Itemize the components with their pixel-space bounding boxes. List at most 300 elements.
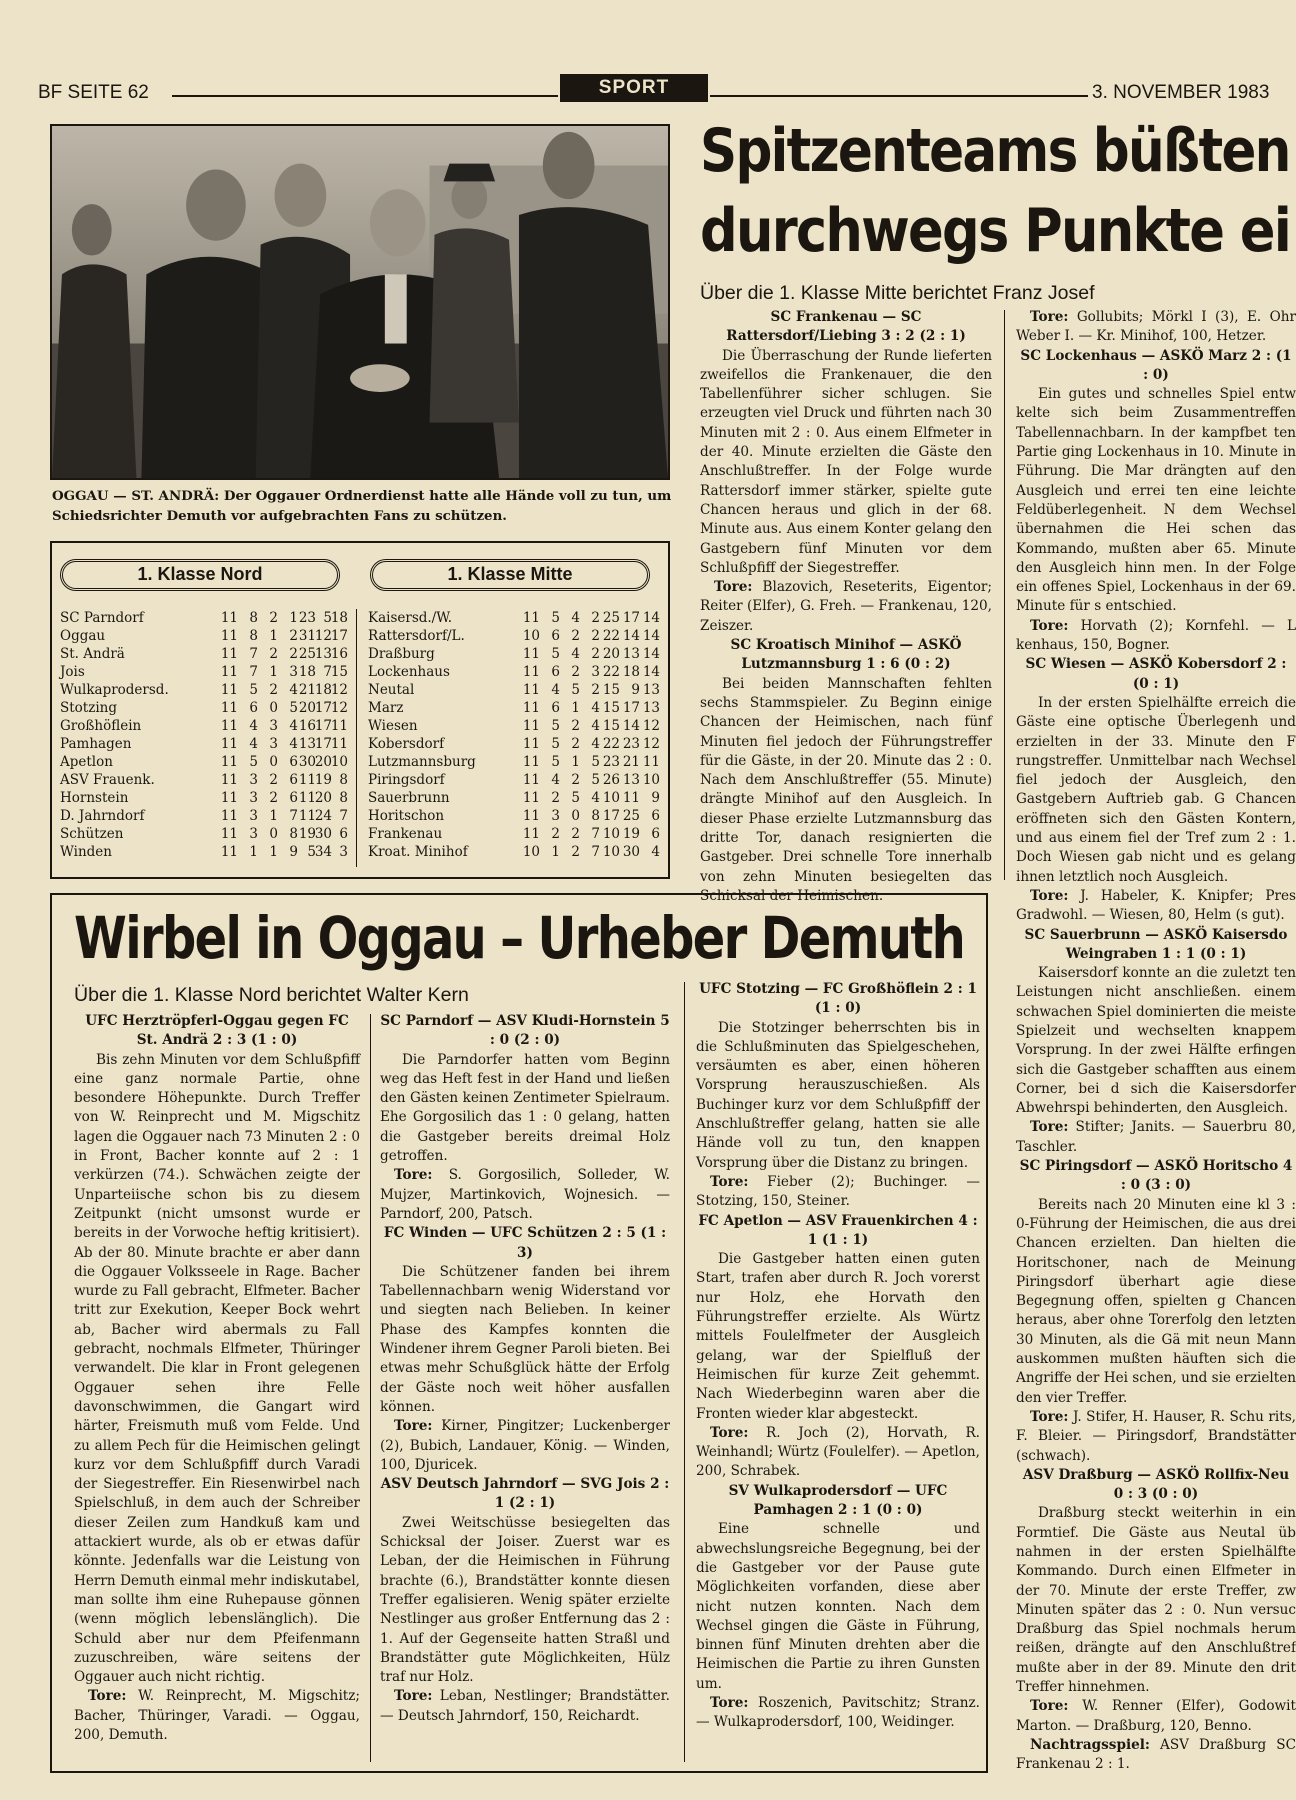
stat-cell: 5 xyxy=(307,844,316,860)
paragraph: Die Parndorfer hatten vom Beginn weg das Heft fest in der Hand und ließen den Gästen keinen Zentimeter Spielraum. Ehe Gorgosilich das 1 : 0 gelang, hatten die Gastgeber bereits dreimal Holz getroffen. xyxy=(380,1051,670,1165)
team-name: Großhöflein xyxy=(60,718,142,734)
scorers-text: J. Habeler, K. Knipfer; Pres Gradwohl. — Wiesen, 80, Helm (s gut). xyxy=(1016,887,1296,924)
paragraph: Zwei Weitschüsse besiegelten das Schicksal der Joiser. Zuerst war es Leban, der die Heimischen in Führung brachte (6.), Brandstätter konnte diesen Treffer egalisieren. Wenig später erzielte Nestlinger aus großer Entfernung das 2 : 1. Auf der Gegenseite hatten Straßl und Brandstätter gute Möglichkeiten, Hülz traf nur Holz. xyxy=(380,1514,670,1686)
match-title: SC Frankenau — SC Rattersdorf/Liebing 3 : 2 (2 : 1) xyxy=(726,309,966,345)
stat-cell: 4 xyxy=(591,700,600,716)
scorers-line xyxy=(1016,1697,1296,1736)
article-lower-col1 xyxy=(74,1012,360,1770)
photo-caption: OGGAU — ST. ANDRÄ: Der Oggauer Ordnerdienst hatte alle Hände voll zu tun, um Schiedsrichter Demuth vor aufgebrachten Fans zu schützen. xyxy=(52,488,672,524)
issue-date: 3. NOVEMBER 1983 xyxy=(1092,82,1270,103)
stat-cell: 2 xyxy=(591,628,600,644)
team-name: Winden xyxy=(60,844,112,860)
paragraph: Die Schützener fanden bei ihrem Tabellennachbarn wenig Widerstand vor und siegten nach Belieben. In keiner Phase des Kampfes konnten die Windener ihrem Gegner Paroli bieten. Bei etwas mehr Schußglück hätte der Erfolg der Gäste noch weit höher ausfallen können. xyxy=(380,1263,671,1415)
stat-cell: 0 xyxy=(269,700,278,716)
stat-cell: 15 xyxy=(602,700,620,716)
scorers-text: W. Reinprecht, M. Migschitz; Bacher, Thüringer, Varadi. — Oggau, 200, Demuth. xyxy=(74,1688,360,1743)
scorers-text: Leban, Nestlinger; Brandstätter. — Deutsch Jahrndorf, 150, Reichardt. xyxy=(380,1688,670,1724)
stat-cell: 6 xyxy=(551,664,560,680)
column-rule xyxy=(370,1014,371,1762)
column-rule xyxy=(684,982,685,1762)
stat-cell: 2 xyxy=(571,736,580,752)
stat-cell: 1 xyxy=(249,844,258,860)
stat-cell: 7 xyxy=(339,808,348,824)
stat-cell: 4 xyxy=(571,646,580,662)
stat-cell: 25 xyxy=(602,610,620,626)
stat-cell: 16 xyxy=(330,646,348,662)
scorers-label: Tore: xyxy=(88,1688,127,1705)
stat-cell: 2 xyxy=(591,610,600,626)
stat-cell: 11 xyxy=(220,646,238,662)
stat-cell: 8 xyxy=(249,628,258,644)
table-row xyxy=(60,681,348,699)
stat-cell: 1 xyxy=(269,844,278,860)
stat-cell: 30 xyxy=(622,844,640,860)
scorers-label: Tore: xyxy=(1030,309,1069,325)
stat-cell: 17 xyxy=(602,808,620,824)
stat-cell: 4 xyxy=(551,682,560,698)
stat-cell: 5 xyxy=(323,610,332,626)
scorers-label: Tore: xyxy=(394,1418,433,1435)
stat-cell: 4 xyxy=(249,718,258,734)
stat-cell: 9 xyxy=(651,790,660,806)
scorers-text: Blazovich, Reseterits, Eigentor; Reiter (Elfer), G. Freh. — Frankenau, 120, Zeiszer. xyxy=(700,579,992,634)
stat-cell: 17 xyxy=(314,718,332,734)
team-name: Pamhagen xyxy=(60,736,132,752)
table-row xyxy=(60,843,348,861)
stat-cell: 0 xyxy=(269,754,278,770)
stat-cell: 13 xyxy=(622,772,640,788)
stat-cell: 10 xyxy=(602,790,620,806)
standings-box xyxy=(50,541,670,879)
stat-cell: 2 xyxy=(289,628,298,644)
stat-cell: 10 xyxy=(522,628,540,644)
stat-cell: 25 xyxy=(298,646,316,662)
scorers-label: Tore: xyxy=(1030,617,1069,634)
stat-cell: 15 xyxy=(602,718,620,734)
byline-top: Über die 1. Klasse Mitte berichtet Franz Josef xyxy=(700,282,1095,304)
scorers-line xyxy=(1016,308,1296,347)
scorers-label: Tore: xyxy=(1030,1698,1069,1715)
team-name: Marz xyxy=(368,700,404,716)
scorers-label: Tore: xyxy=(710,1694,749,1711)
stat-cell: 22 xyxy=(602,664,620,680)
stat-cell: 22 xyxy=(602,736,620,752)
stat-cell: 4 xyxy=(551,772,560,788)
table-title-nord: 1. Klasse Nord xyxy=(60,559,340,591)
stat-cell: 4 xyxy=(289,682,298,698)
photo-image xyxy=(52,126,668,478)
scorers-label: Tore: xyxy=(710,1424,749,1441)
stat-cell: 13 xyxy=(314,646,332,662)
paragraph: Ein gutes und schnelles Spiel entw kelte sich beim Zusammentreffen Tabellennachbarn. In der kampfbet ten Partie ging Lockenhaus in 10. Minute in Führung. Die Mar drängten auf den Ausgleich und errei ten eine leichte Feldüberlegenheit. N dem Wechsel übernahmen die Hei schen das Kommando, mußten aber 65. Minute den Ausgleich hinn men. In der Folge ein offenes Spiel, Lockenhaus in der 69. Minute für s entschied. xyxy=(1016,386,1296,615)
scorers-line xyxy=(74,1687,360,1745)
stat-cell: 13 xyxy=(642,682,660,698)
stat-cell: 10 xyxy=(522,844,540,860)
table-row xyxy=(368,645,660,663)
stat-cell: 13 xyxy=(622,646,640,662)
scorers-line xyxy=(1016,1118,1296,1157)
stat-cell: 8 xyxy=(249,610,258,626)
stat-cell: 2 xyxy=(571,628,580,644)
stat-cell: 8 xyxy=(339,790,348,806)
team-name: Lutzmannsburg xyxy=(368,754,476,770)
stat-cell: 6 xyxy=(551,628,560,644)
scorers-text: W. Renner (Elfer), Godowit Marton. — Draßburg, 120, Benno. xyxy=(1016,1698,1296,1734)
stat-cell: 5 xyxy=(551,646,560,662)
stat-cell: 1 xyxy=(571,700,580,716)
stat-cell: 30 xyxy=(314,826,332,842)
stat-cell: 17 xyxy=(330,628,348,644)
scorers-label: Tore: xyxy=(394,1688,433,1705)
table-row xyxy=(60,735,348,753)
stat-cell: 5 xyxy=(571,790,580,806)
stat-cell: 2 xyxy=(591,646,600,662)
stat-cell: 2 xyxy=(269,682,278,698)
stat-cell: 7 xyxy=(249,646,258,662)
section-label: SPORT xyxy=(560,74,708,102)
stat-cell: 18 xyxy=(622,664,640,680)
byline-lower: Über die 1. Klasse Nord berichtet Walter Kern xyxy=(74,984,469,1006)
stat-cell: 24 xyxy=(314,808,332,824)
scorers-text: Stifter; Janits. — Sauerbru 80, Taschler. xyxy=(1016,1119,1296,1155)
match-title: SC Lockenhaus — ASKÖ Marz 2 : (1 : 0) xyxy=(1020,347,1292,383)
scorers-label: Tore: xyxy=(1030,1119,1069,1136)
stat-cell: 3 xyxy=(269,736,278,752)
stat-cell: 20 xyxy=(314,754,332,770)
stat-cell: 11 xyxy=(622,790,640,806)
stat-cell: 12 xyxy=(642,736,660,752)
stat-cell: 1 xyxy=(289,610,298,626)
table-row xyxy=(368,735,660,753)
team-name: Schützen xyxy=(60,826,124,842)
stat-cell: 19 xyxy=(298,826,316,842)
team-name: St. Andrä xyxy=(60,646,125,662)
stat-cell: 3 xyxy=(339,844,348,860)
scorers-line xyxy=(1016,1736,1296,1775)
stat-cell: 12 xyxy=(330,682,348,698)
stat-cell: 7 xyxy=(249,664,258,680)
stat-cell: 19 xyxy=(622,826,640,842)
paragraph: Draßburg steckt weiterhin in ein Formtief. Die Gäste aus Neutal üb nahmen in der ersten Spielhälfte Kommando. Durch einen Elfmeter in der 70. Minute der erste Treffer, zw Minuten später das 2 : 0. Nun versuc Draßburg das Spiel nochmals herum reißen, drängte auf den Anschlußtref mußte aber in der 89. Minute den drit Treffer hinnehmen. xyxy=(1016,1505,1296,1696)
stat-cell: 11 xyxy=(220,808,238,824)
scorers-line xyxy=(380,1687,670,1726)
stat-cell: 23 xyxy=(298,610,316,626)
stat-cell: 6 xyxy=(289,772,298,788)
stat-cell: 7 xyxy=(591,844,600,860)
stat-cell: 4 xyxy=(571,610,580,626)
stat-cell: 17 xyxy=(622,700,640,716)
stat-cell: 18 xyxy=(314,682,332,698)
match-title: FC Winden — UFC Schützen 2 : 5 (1 : 3) xyxy=(383,1225,667,1261)
stat-cell: 2 xyxy=(551,790,560,806)
stat-cell: 2 xyxy=(571,826,580,842)
stat-cell: 3 xyxy=(591,664,600,680)
stat-cell: 18 xyxy=(330,610,348,626)
team-name: Draßburg xyxy=(368,646,435,662)
stat-cell: 20 xyxy=(314,790,332,806)
stat-cell: 3 xyxy=(249,790,258,806)
stat-cell: 5 xyxy=(249,682,258,698)
table-row xyxy=(368,771,660,789)
stat-cell: 21 xyxy=(298,682,316,698)
stat-cell: 4 xyxy=(289,736,298,752)
page-number: BF SEITE 62 xyxy=(38,82,149,103)
match-title: FC Apetlon — ASV Frauenkirchen 4 : 1 (1 : 1) xyxy=(698,1212,978,1248)
stat-cell: 3 xyxy=(289,664,298,680)
stat-cell: 6 xyxy=(551,700,560,716)
stat-cell: 30 xyxy=(298,754,316,770)
paragraph: Kaisersdorf konnte an die zuletzt ten Leistungen nicht anschließen. einem schwachen Spiel dominierten die meiste Spielzeit und wechselten knappem Vorsprung. In der zwei Hälfte erfingen sich die Gastgeber schafften aus einem Corner, bei d sich die Kaisersdorfer Abwehrspi behinderten, den Ausgleich. xyxy=(1016,965,1296,1117)
team-name: D. Jahrndorf xyxy=(60,808,145,824)
stat-cell: 3 xyxy=(269,718,278,734)
stat-cell: 1 xyxy=(551,844,560,860)
match-title: SC Wiesen — ASKÖ Kobersdorf 2 : (0 : 1) xyxy=(1025,656,1287,692)
table-row xyxy=(60,771,348,789)
scorers-label: Nachtragsspiel: xyxy=(1030,1736,1150,1753)
stat-cell: 3 xyxy=(249,808,258,824)
stat-cell: 3 xyxy=(249,772,258,788)
scorers-text: S. Gorgosilich, Solleder, W. Mujzer, Martinkovich, Wojnesich. — Parndorf, 200, Patsch. xyxy=(380,1167,670,1222)
team-name: Hornstein xyxy=(60,790,129,806)
stat-cell: 14 xyxy=(642,628,660,644)
stat-cell: 11 xyxy=(522,682,540,698)
paragraph: Bei beiden Mannschaften fehlten sechs Stammspieler. Zu Beginn einige Chancen der Heimischen, nach fünf Minuten fiel jedoch der Führungstreffer für die Gäste, in der 20. Minute das 2 : 0. Nach dem Anschlußtreffer (55. Minute) drängte Minihof auf den Ausgleich. In dieser Phase erzielte Lutzmannsburg das dritte Tor, danach resignierten die Gastgeber. Drei schnelle Tore innerhalb von zehn Minuten besiegelten das Schicksal der Heimischen. xyxy=(700,675,992,904)
stat-cell: 12 xyxy=(642,718,660,734)
match-title: SV Wulkaprodersdorf — UFC Pamhagen 2 : 1 (0 : 0) xyxy=(728,1482,948,1519)
stat-cell: 4 xyxy=(249,736,258,752)
stat-cell: 11 xyxy=(522,826,540,842)
match-title: UFC Herztröpferl-Oggau gegen FC St. Andrä 2 : 3 (1 : 0) xyxy=(85,1013,349,1049)
stat-cell: 2 xyxy=(571,718,580,734)
stat-cell: 11 xyxy=(220,844,238,860)
table-row xyxy=(368,717,660,735)
stat-cell: 11 xyxy=(298,790,316,806)
stat-cell: 5 xyxy=(289,700,298,716)
stat-cell: 15 xyxy=(330,664,348,680)
team-name: Kroat. Minihof xyxy=(368,844,468,860)
stat-cell: 14 xyxy=(622,628,640,644)
article-top-col2 xyxy=(1016,308,1296,1778)
table-row xyxy=(60,807,348,825)
table-row xyxy=(368,843,660,861)
stat-cell: 10 xyxy=(642,772,660,788)
paragraph: Die Überraschung der Runde lieferten zweifellos die Frankenauer, die den Tabellenführer sicher schlugen. Sie erzeugten viel Druck und führten nach 30 Minuten mit 2 : 0. Aus einem Elfmeter in der 40. Minute erzielten die Gäste den Anschlußtreffer. In der Folge wurde Rattersdorf immer stärker, spielte gute Chancen heraus und glich in der 68. Minute aus. Aus einem Konter gelang den Gastgebern fünf Minuten vor dem Schlußpfiff der Siegestreffer. xyxy=(700,347,992,576)
stat-cell: 14 xyxy=(642,610,660,626)
table-row xyxy=(368,663,660,681)
stat-cell: 2 xyxy=(571,844,580,860)
scorers-label: Tore: xyxy=(1030,887,1069,904)
scorers-text: R. Joch (2), Horvath, R. Weinhandl; Würtz (Foulelfer). — Apetlon, 200, Schrabek. xyxy=(696,1424,980,1480)
scorers-text: J. Stifer, H. Hauser, R. Schu rits, F. Bleier. — Piringsdorf, Brandstätter (schwach). xyxy=(1016,1408,1296,1464)
table-row xyxy=(368,609,660,627)
table-row xyxy=(60,627,348,645)
stat-cell: 11 xyxy=(298,808,316,824)
stat-cell: 4 xyxy=(591,718,600,734)
team-name: Rattersdorf/L. xyxy=(368,628,465,644)
stat-cell: 10 xyxy=(602,826,620,842)
stat-cell: 2 xyxy=(269,790,278,806)
stat-cell: 2 xyxy=(551,826,560,842)
stat-cell: 14 xyxy=(642,664,660,680)
paragraph: Bereits nach 20 Minuten eine kl 3 : 0-Führung der Heimischen, die aus drei Chancen erzielten. Dan hielten die Horitschoner, nach de Meinung Piringsdorf überhart agie diese Begegnung offen, spielten g Chancen heraus, aber ohne Torerfolg den letzten 30 Minuten, als die Gä mit neun Mann auskommen mußten häuften sich die Angriffe der Hei schen, und sie erzielten den vier Treffer. xyxy=(1016,1196,1296,1406)
table-row xyxy=(60,825,348,843)
scorers-line xyxy=(1016,887,1296,926)
scorers-label: Tore: xyxy=(714,579,753,596)
table-row xyxy=(368,753,660,771)
team-name: Oggau xyxy=(60,628,106,644)
team-name: Wulkaprodersd. xyxy=(60,682,169,698)
article-lower-col2 xyxy=(380,1012,670,1770)
team-name: Stotzing xyxy=(60,700,117,716)
table-row xyxy=(60,663,348,681)
stat-cell: 5 xyxy=(551,610,560,626)
stat-cell: 6 xyxy=(289,754,298,770)
stat-cell: 17 xyxy=(314,736,332,752)
stat-cell: 11 xyxy=(220,826,238,842)
stat-cell: 13 xyxy=(298,736,316,752)
stat-cell: 5 xyxy=(591,754,600,770)
stat-cell: 3 xyxy=(249,826,258,842)
stat-cell: 0 xyxy=(269,826,278,842)
scorers-line xyxy=(696,1424,980,1482)
stat-cell: 11 xyxy=(522,646,540,662)
scorers-text: Fieber (2); Buchinger. — Stotzing, 150, Steiner. xyxy=(696,1173,980,1210)
table-row xyxy=(60,717,348,735)
stat-cell: 17 xyxy=(622,610,640,626)
stat-cell: 6 xyxy=(339,826,348,842)
scorers-line xyxy=(696,1694,980,1733)
stat-cell: 25 xyxy=(622,808,640,824)
stat-cell: 11 xyxy=(220,718,238,734)
stat-cell: 11 xyxy=(220,682,238,698)
stat-cell: 5 xyxy=(249,754,258,770)
stat-cell: 23 xyxy=(622,736,640,752)
press-photo xyxy=(50,124,670,480)
article-top-col1 xyxy=(700,308,992,904)
stat-cell: 11 xyxy=(522,736,540,752)
stat-cell: 7 xyxy=(323,664,332,680)
stat-cell: 11 xyxy=(522,700,540,716)
team-name: Sauerbrunn xyxy=(368,790,450,806)
stat-cell: 19 xyxy=(314,772,332,788)
stat-cell: 14 xyxy=(622,718,640,734)
stat-cell: 13 xyxy=(642,700,660,716)
stat-cell: 1 xyxy=(571,754,580,770)
stat-cell: 6 xyxy=(651,826,660,842)
team-name: Neutal xyxy=(368,682,415,698)
paragraph: Bis zehn Minuten vor dem Schlußpfiff eine ganz normale Partie, ohne besondere Höhepunkte. Durch Treffer von W. Reinprecht und M. Migschitz lagen die Oggauer nach 73 Minuten 2 : 0 in Front, Bacher konnte auf 2 : 1 verkürzen (74.). Schwächen zeigte der Unparteiische schon bis zu diesem Zeitpunkt (nicht umsonst wurde er bereits in der Vorwoche heftig kritisiert). Ab der 80. Minute brachte er aber dann die Oggauer Volksseele in Rage. Bacher wurde zu Fall gebracht, Elfmeter. Bacher tritt zur Exekution, Keeper Bock wehrt ab, Bacher wird abermals zu Fall gebracht, nochmals Elfmeter, Thüringer verwandelt. Die klar in Front gelegenen Oggauer sehen ihre Felle davonschwimmen, die Gangart wird härter, Freismuth muß vom Felde. Und zu allem Pech für die Heimischen gelingt kurz vor dem Schlußpfiff durch Varadi der Siegestreffer. Ein Riesenwirbel nach Spielschluß, in dem auch der Schreiber dieser Zeilen zum Handkuß kam und attackiert wurde, als ob er etwas dafür könnte. Jedenfalls war die Leistung von Herrn Demuth einmal mehr indiskutabel, man sollte ihm eine Ruhepause gönnen (wenn möglich lebenslänglich). Die Schuld aber nur dem Pfeifenmann zuzuschreiben, wäre seitens der Oggauer auch nicht richtig. xyxy=(74,1051,360,1686)
team-name: Frankenau xyxy=(368,826,443,842)
stat-cell: 2 xyxy=(571,664,580,680)
stat-cell: 20 xyxy=(298,700,316,716)
stat-cell: 8 xyxy=(591,808,600,824)
stat-cell: 11 xyxy=(220,754,238,770)
team-name: Horitschon xyxy=(368,808,445,824)
paragraph: In der ersten Spielhälfte erreich die Gäste eine optische Überlegenh und erzielten in der 33. Minute den F rungstreffer. Unmittelbar nach Wechsel fiel jedoch der Ausgleich, den Gastgebern Auftrieb gab. G Chancen eröffneten sich den Gästen Kontern, und aus einem fiel der Tref zum 2 : 1. Doch Wiesen gab nicht und es gelang ihnen letztlich noch Ausgleich. xyxy=(1016,694,1296,885)
headline-lower: Wirbel in Oggau – Urheber Demuth xyxy=(74,904,965,972)
stat-cell: 2 xyxy=(269,610,278,626)
table-row xyxy=(60,789,348,807)
stat-cell: 10 xyxy=(602,844,620,860)
stat-cell: 4 xyxy=(651,844,660,860)
stat-cell: 20 xyxy=(602,646,620,662)
team-name: Wiesen xyxy=(368,718,418,734)
stat-cell: 11 xyxy=(298,772,316,788)
table-row xyxy=(368,807,660,825)
stat-cell: 11 xyxy=(522,808,540,824)
stat-cell: 4 xyxy=(591,736,600,752)
stat-cell: 2 xyxy=(289,646,298,662)
scorers-text: ASV Draßburg SC Frankenau 2 : 1. xyxy=(1016,1736,1296,1773)
stat-cell: 10 xyxy=(330,754,348,770)
scorers-text: Kirner, Pingitzer; Luckenberger (2), Bubich, Landauer, König. — Winden, 100, Djuricek. xyxy=(380,1418,670,1473)
table-row xyxy=(60,753,348,771)
article-lower-col3 xyxy=(696,980,980,1770)
headline-top-line2: durchwegs Punkte ei xyxy=(700,196,1291,266)
header-rule-right xyxy=(710,95,1088,97)
stat-cell: 11 xyxy=(522,610,540,626)
team-name: Kaisersd./W. xyxy=(368,610,453,626)
scorers-line xyxy=(380,1417,670,1475)
stat-cell: 11 xyxy=(330,736,348,752)
stat-cell: 2 xyxy=(269,646,278,662)
match-title: SC Parndorf — ASV Kludi-Hornstein 5 : 0 (2 : 0) xyxy=(380,1013,670,1049)
table-row xyxy=(60,645,348,663)
stat-cell: 15 xyxy=(602,682,620,698)
match-title: ASV Deutsch Jahrndorf — SVG Jois 2 : 1 (2 : 1) xyxy=(380,1476,670,1512)
stat-cell: 11 xyxy=(522,664,540,680)
match-title: SC Sauerbrunn — ASKÖ Kaisersdo Weingraben 1 : 1 (0 : 1) xyxy=(1024,926,1288,962)
stat-cell: 3 xyxy=(551,808,560,824)
table-divider xyxy=(356,609,357,867)
table-row xyxy=(60,699,348,717)
stat-cell: 4 xyxy=(591,790,600,806)
stat-cell: 11 xyxy=(220,790,238,806)
match-title: UFC Stotzing — FC Großhöflein 2 : 1 (1 : 0) xyxy=(699,981,977,1017)
table-row xyxy=(368,825,660,843)
stat-cell: 11 xyxy=(522,772,540,788)
stat-cell: 11 xyxy=(220,610,238,626)
header-rule-left xyxy=(172,95,558,97)
scorers-label: Tore: xyxy=(1030,1408,1069,1425)
stat-cell: 26 xyxy=(602,772,620,788)
stat-cell: 34 xyxy=(314,844,332,860)
stat-cell: 1 xyxy=(269,628,278,644)
table-row xyxy=(368,699,660,717)
paragraph: Die Gastgeber hatten einen guten Start, trafen aber durch R. Joch vorerst nur Holz, ehe Horvath den Führungstreffer erzielte. Als Würtz mittels Foulelfmeter der Ausgleich gelang, war der Spielfluß der Heimischen für kurze Zeit gehemmt. Nach Wiederbeginn waren aber die Fronten wieder klar abgesteckt. xyxy=(696,1251,980,1422)
stat-cell: 11 xyxy=(330,718,348,734)
table-row xyxy=(60,609,348,627)
stat-cell: 5 xyxy=(551,736,560,752)
stat-cell: 9 xyxy=(289,844,298,860)
team-name: Piringsdorf xyxy=(368,772,445,788)
team-name: Lockenhaus xyxy=(368,664,450,680)
stat-cell: 21 xyxy=(622,754,640,770)
stat-cell: 11 xyxy=(220,628,238,644)
stat-cell: 11 xyxy=(642,754,660,770)
scorers-label: Tore: xyxy=(394,1167,433,1184)
stat-cell: 5 xyxy=(551,718,560,734)
scorers-line xyxy=(1016,1408,1296,1466)
stat-cell: 5 xyxy=(591,772,600,788)
team-name: SC Parndorf xyxy=(60,610,144,626)
match-title: ASV Draßburg — ASKÖ Rollfix-Neu 0 : 3 (0 : 0) xyxy=(1022,1466,1290,1503)
stat-cell: 7 xyxy=(591,826,600,842)
stat-cell: 1 xyxy=(269,664,278,680)
stat-cell: 31 xyxy=(298,628,316,644)
scorers-line xyxy=(380,1166,670,1224)
stat-cell: 17 xyxy=(314,700,332,716)
